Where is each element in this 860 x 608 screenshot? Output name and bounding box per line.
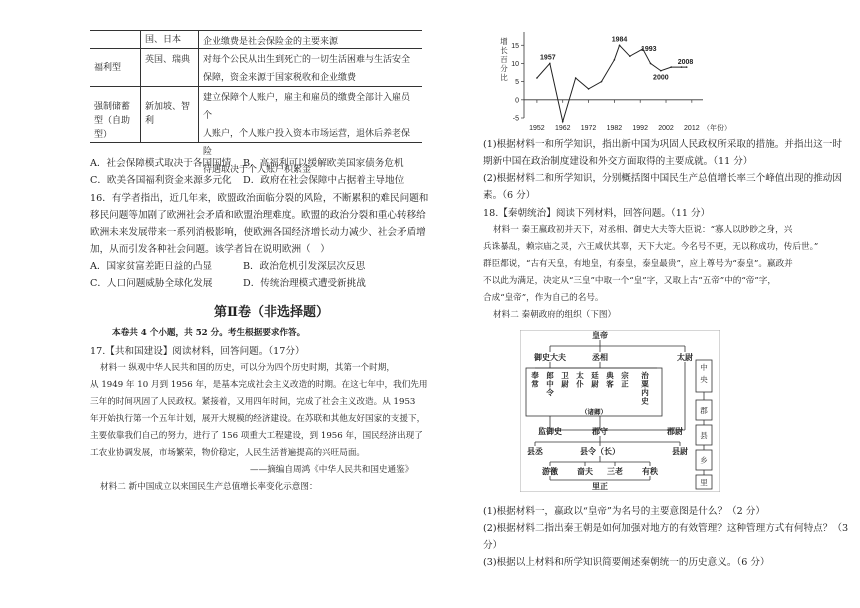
table-cell-line: 对每个公民从出生到死亡的一切生活困难与生活安全 [203, 55, 411, 65]
table-cell-type: 福利型 [94, 63, 122, 73]
growth-point [549, 63, 551, 65]
y-tick-label: 0 [515, 97, 519, 105]
q17-question-line: 素。（6 分） [483, 190, 536, 201]
q16-line: 16．有学者指出，近几年来，欧盟政治面临分裂的风险，不断累积的难民问题和 [90, 193, 429, 204]
y-tick-label: -5 [512, 115, 519, 123]
peak-label: 1993 [640, 45, 657, 53]
minister-label-char: 粟 [641, 379, 649, 389]
minister-label-char: 太 [576, 371, 584, 380]
q18-question-line: (2)根据材料二指出秦王朝是如何加强对地方的有效管理？这种管理方式有何特点？（3 [483, 523, 849, 534]
y-axis-label-char: 长 [500, 46, 508, 55]
org-jianyushi: 监御史 [538, 427, 562, 436]
table-cell-country: 新加坡、智利 [140, 87, 198, 142]
q17-source: ——摘编自周鸿《中华人民共和国史通鉴》 [250, 465, 414, 475]
y-axis-label-char: 增 [500, 37, 508, 46]
minister-label-char: 客 [606, 379, 614, 389]
y-tick-label: 10 [511, 60, 519, 68]
x-tick-label: 1972 [580, 125, 597, 132]
table-cell-country: 国、日本 [140, 31, 198, 48]
table-cell-line: 保障，资金来源于国家税收和企业缴费 [203, 73, 357, 83]
q16-line: 欧洲未来发展带来一系列消极影响，使欧洲各国经济增长动力减少、社会矛盾增 [90, 227, 426, 238]
q16-line: 移民问题等加剧了欧洲社会矛盾和欧盟治理难度。欧盟的政治分裂和重心转移给 [90, 210, 426, 221]
table-cell-line: 待遇取决于个人账户积累金 [203, 165, 312, 175]
q17-material2: 材料二 新中国成立以来国民生产总值增长率变化示意图： [100, 482, 318, 492]
q16-option-b: B．政治危机引发深层次反思 [243, 261, 366, 272]
growth-point [681, 66, 683, 68]
q15-option-d: D．政府在社会保障中占据着主导地位 [243, 175, 405, 186]
org-youzhi: 有秩 [642, 467, 658, 476]
growth-point [686, 66, 688, 68]
minister-label-char: 令 [546, 388, 554, 397]
growth-point [562, 121, 564, 123]
org-lizheng: 里正 [592, 482, 608, 491]
peak-label: 1957 [540, 54, 556, 62]
minister-label-char: 奉 [531, 371, 539, 380]
q15-option-c: C．欧美各国福利资金来源多元化 [90, 175, 232, 186]
q17-heading: 17.【共和国建设】阅读材料，回答问题。（17分） [90, 346, 305, 357]
part2-title: 第Ⅱ卷（非选择题） [214, 305, 329, 320]
minister-label-char: 尉 [591, 379, 599, 389]
x-axis-label: （年份） [703, 124, 731, 132]
q18-question-line: (3)根据以上材料和所学知识简要阐述秦朝统一的历史意义。（6 分） [483, 557, 770, 568]
x-tick-label: 2012 [684, 125, 700, 132]
peak-label: 2000 [653, 74, 669, 82]
y-tick-label: 5 [515, 79, 519, 87]
table-cell-line: 建立保障个人账户，雇主和雇员的缴费全部计入雇员个 [203, 93, 411, 121]
org-junwei: 郡尉 [667, 427, 683, 436]
growth-series-line [537, 45, 687, 121]
peak-label: 1984 [611, 36, 628, 44]
minister-label-char: 中 [546, 379, 554, 389]
growth-point [670, 66, 672, 68]
y-axis-label-char: 比 [500, 73, 508, 82]
q18-m1-line: 群臣都说，“古有天皇，有地皇，有泰皇，泰皇最贵”，应上尊号为“泰皇”。嬴政并 [483, 259, 793, 269]
minister-label-char: 正 [621, 379, 629, 389]
minister-label-char: 典 [606, 371, 614, 380]
q17-question-line: (1)根据材料一和所学知识，指出新中国为巩固人民政权所采取的措施。并指出这一时 [483, 139, 842, 150]
q18-m1-line: 兵诛暴乱，赖宗庙之灵，六王咸伏其辜，天下大定。今名号不更，无以称成功，传后世。” [483, 242, 819, 252]
table-cell-description [198, 49, 422, 86]
org-sanlao: 三老 [607, 467, 623, 476]
table-cell-line: 人账户，个人账户投入资本市场运营，退休后养老保险 [203, 129, 411, 157]
growth-point [601, 81, 603, 83]
minister-label-char: 治 [641, 371, 649, 380]
growth-point [588, 88, 590, 90]
x-tick-label: 1952 [529, 125, 545, 132]
q17-m1-line: 工农业协调发展，市场繁荣，物价稳定，人民生活普遍提高的兴旺局面。 [90, 448, 366, 458]
table-cell-description [198, 31, 422, 48]
q16-line: 加，从而引发各种社会问题。该学者旨在说明欧洲（ ） [90, 244, 330, 255]
table-row [90, 49, 422, 87]
y-tick-label: 15 [511, 42, 519, 50]
org-sefu: 啬夫 [577, 467, 593, 476]
minister-label-char: 廷 [591, 371, 599, 380]
q16-option-d: D．传统治理模式遭受新挑战 [243, 278, 366, 289]
table-row [90, 31, 422, 49]
level-label-char: 乡 [700, 456, 708, 465]
q18-question-line: 分） [483, 540, 503, 551]
org-chengxiang: 丞相 [592, 353, 608, 362]
q18-question-line: (1)根据材料一，嬴政以“皇帝”为名号的主要意图是什么？（2 分） [483, 506, 765, 517]
minister-label-char: 卫 [561, 371, 569, 380]
peak-label: 2008 [677, 59, 694, 67]
x-tick-label: 1982 [606, 125, 623, 132]
part2-note: 本卷共 4 个小题，共 52 分。考生根据要求作答。 [112, 328, 306, 338]
q17-m1-line: 主要依靠我们自己的努力，进行了 156 项重大工程建设，到 1956 年，国民经济出现了 [90, 431, 423, 441]
growth-point [575, 77, 577, 79]
minister-label-char: 常 [531, 379, 539, 389]
minister-label-char: 史 [641, 396, 649, 406]
q15-option-a: A．社会保障模式取决于各国国情 [90, 158, 232, 169]
q16-option-c: C．人口问题威胁全球化发展 [90, 278, 213, 289]
q17-question-line: 期新中国在政治制度建设和外交方面取得的主要成就。（11 分） [483, 156, 753, 167]
q17-m1-line: 年开始执行第一个五年计划，展开大规模的经济建设。在苏联和其他友好国家的支援下， [90, 414, 426, 424]
q15-option-b: B．高福利可以缓解欧美国家债务危机 [243, 158, 404, 169]
growth-point [660, 70, 662, 72]
table-cell-line: 企业缴费是社会保险金的主要来源 [203, 37, 339, 47]
q17-m1-line: 三年的时间巩固了人民政权。紧接着，又用四年时间，完成了社会主义改造。从 1953 [90, 397, 416, 407]
q17-question-line: (2)根据材料二和所学知识，分别概括图中国民生产总值增长率三个峰值出现的推动因 [483, 173, 842, 184]
org-emperor: 皇帝 [592, 331, 608, 340]
org-xiancheng: 县丞 [527, 447, 543, 456]
table-cell-type [90, 31, 140, 48]
org-youjiao: 游徼 [542, 467, 558, 476]
q18-m1-line: 材料一 秦王嬴政初并天下，对丞相、御史大夫等大臣说：“寡人以眇眇之身，兴 [493, 225, 793, 235]
org-yushi: 御史大夫 [534, 353, 566, 362]
org-xianwei: 县尉 [672, 447, 688, 456]
q18-m1-line: 不以此为满足，决定从“三皇”中取一个“皇”字，又取上古“五帝”中的“帝”字， [483, 276, 776, 286]
minister-label-char: 内 [641, 388, 649, 397]
q16-option-a: A．国家贫富差距日益的凸显 [90, 261, 213, 272]
level-label-char: 郡 [700, 406, 708, 415]
table-cell-type: 强制储蓄型（自助型） [94, 102, 131, 140]
org-taiwei: 太尉 [677, 353, 693, 362]
level-label-char: 县 [700, 431, 708, 440]
minister-label-char: 宗 [621, 371, 629, 380]
q18-m1-line: 合成“皇帝”，作为自己的名号。 [483, 293, 604, 303]
growth-point [629, 55, 631, 57]
y-axis-label-char: 百 [500, 55, 508, 64]
x-tick-label: 1992 [632, 125, 648, 132]
q17-m1-line: 材料一 纵观中华人民共和国的历史，可以分为四个历史时期，其第一个时期， [100, 363, 395, 373]
minister-label-char: 仆 [576, 379, 584, 389]
level-label-char: 央 [700, 375, 708, 384]
q17-m1-line: 从 1949 年 10 月到 1956 年，是基本完成社会主义改造的时期。在这七年中，我们先用 [90, 380, 428, 390]
org-zhuqing: （诸卿） [581, 409, 607, 416]
qin-government-org-chart [520, 330, 720, 492]
y-axis-label-char: 分 [500, 64, 508, 73]
org-junshou: 郡守 [592, 427, 608, 436]
growth-point [536, 77, 538, 79]
q18-heading: 18.【秦朝统治】阅读下列材料，回答问题。（11 分） [483, 208, 711, 219]
x-tick-label: 1962 [554, 125, 571, 132]
org-xianling: 县令（长） [580, 447, 620, 456]
minister-label-char: 尉 [561, 379, 569, 389]
growth-point [650, 63, 652, 65]
table-cell-country: 英国、瑞典 [140, 49, 198, 86]
minister-label-char: 郎 [546, 371, 554, 380]
x-tick-label: 2002 [658, 125, 674, 132]
level-label-char: 中 [700, 363, 708, 372]
gdp-growth-chart [492, 30, 792, 135]
growth-point [619, 44, 621, 46]
q18-material2: 材料二 秦朝政府的组织（下图） [493, 310, 617, 320]
level-label-char: 里 [700, 478, 708, 487]
growth-point [614, 59, 616, 61]
